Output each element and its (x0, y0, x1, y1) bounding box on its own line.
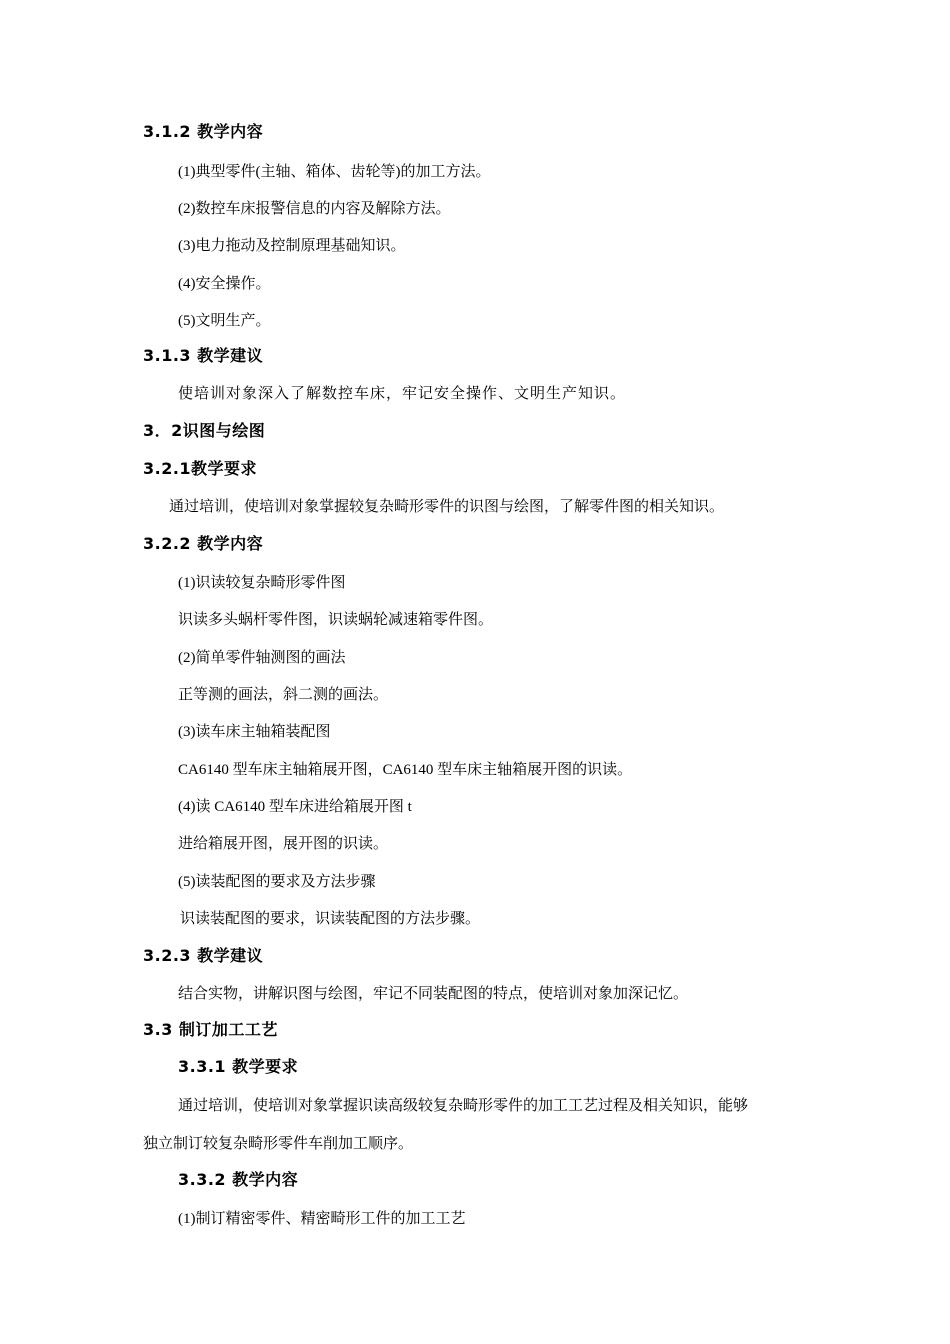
suggestion-paragraph: 使培训对象深入了解数控车床，牢记安全操作、文明生产知识。 (178, 386, 627, 402)
content-detail: 进给箱展开图，展开图的识读。 (178, 836, 389, 852)
content-item-1: (1)典型零件(主轴、箱体、齿轮等)的加工方法。 (178, 164, 491, 180)
content-detail: 识读多头蜗杆零件图，识读蜗轮减速箱零件图。 (178, 612, 494, 628)
content-item: (3)读车床主轴箱装配图 (178, 724, 331, 740)
content-detail: CA6140 型车床主轴箱展开图，CA6140 型车床主轴箱展开图的识读。 (178, 762, 633, 778)
content-item: (1)识读较复杂畸形零件图 (178, 575, 346, 591)
requirement-paragraph-line1: 通过培训，使培训对象掌握识读高级较复杂畸形零件的加工工艺过程及相关知识，能够 (178, 1098, 749, 1114)
content-detail: 识读装配图的要求，识读装配图的方法步骤。 (180, 911, 481, 927)
heading-3-2-1: 3.2.1教学要求 (143, 459, 258, 478)
heading-3-3: 3.3 制订加工工艺 (143, 1020, 278, 1039)
content-detail: 正等测的画法，斜二测的画法。 (178, 687, 389, 703)
heading-3-2-3: 3.2.3 教学建议 (143, 946, 264, 965)
content-item-2: (2)数控车床报警信息的内容及解除方法。 (178, 201, 451, 217)
content-item: (4)读 CA6140 型车床进给箱展开图 t (178, 799, 412, 815)
content-item: (5)读装配图的要求及方法步骤 (178, 874, 376, 890)
content-item: (1)制订精密零件、精密畸形工件的加工工艺 (178, 1211, 466, 1227)
heading-3-2: 3．2识图与绘图 (143, 421, 266, 440)
content-item-4: (4)安全操作。 (178, 276, 271, 292)
heading-3-3-1: 3.3.1 教学要求 (178, 1057, 299, 1076)
suggestion-paragraph: 结合实物，讲解识图与绘图，牢记不同装配图的特点，使培训对象加深记忆。 (178, 986, 689, 1002)
heading-3-1-3: 3.1.3 教学建议 (143, 346, 264, 365)
heading-3-1-2: 3.1.2 教学内容 (143, 122, 264, 141)
content-item: (2)简单零件轴测图的画法 (178, 650, 346, 666)
heading-3-2-2: 3.2.2 教学内容 (143, 534, 264, 553)
content-item-5: (5)文明生产。 (178, 313, 271, 329)
heading-3-3-2: 3.3.2 教学内容 (178, 1170, 299, 1189)
content-item-3: (3)电力拖动及控制原理基础知识。 (178, 238, 406, 254)
requirement-paragraph: 通过培训，使培训对象掌握较复杂畸形零件的识图与绘图，了解零件图的相关知识。 (169, 499, 725, 515)
requirement-paragraph-line2: 独立制订较复杂畸形零件车削加工顺序。 (143, 1136, 414, 1152)
